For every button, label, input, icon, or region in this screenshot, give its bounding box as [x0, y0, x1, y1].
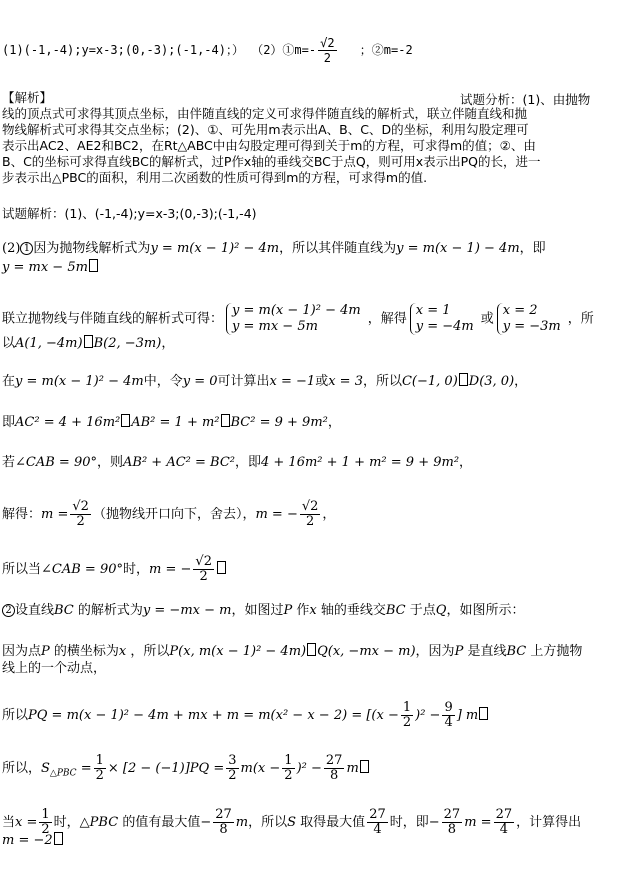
var: △PBC [79, 815, 119, 830]
text: ， [327, 415, 341, 430]
text: ，所 [567, 311, 594, 327]
placeholder-box-icon [459, 373, 468, 386]
sys-row: y = m(x − 1)² − 4m [232, 303, 361, 318]
var: P [454, 644, 464, 659]
system-2 [410, 303, 478, 335]
pq-line [2, 701, 489, 730]
text: 取得最大值 [300, 815, 366, 830]
eq: AB² + AC² = BC² [123, 455, 235, 470]
point-c: C(−1, 0) [401, 374, 458, 389]
var: S [41, 761, 50, 776]
area-line [2, 754, 370, 783]
text: ，所以 [130, 644, 170, 659]
eq: 4 + 16m² + 1 + m² = 9 + 9m² [261, 455, 460, 470]
text: 或 [315, 374, 329, 389]
points-cd-line [2, 373, 527, 390]
solution-2-line2 [2, 259, 99, 276]
frac-den: 2 [284, 768, 293, 783]
eq: m = − [149, 562, 192, 577]
eq: PQ = m(x − 1)² − 4m + mx + m = m(x² − x − 2) [28, 708, 348, 723]
analysis-intro: 试题分析：(1)、由抛物 [460, 92, 591, 107]
var: P [283, 603, 293, 618]
frac-den: 2 [305, 514, 315, 529]
circled-two-icon: 2 [2, 604, 15, 617]
frac-num: 9 [444, 700, 453, 715]
text: 时，即 [389, 815, 429, 830]
text: ，因为 [415, 644, 455, 659]
text: 的横坐标为 [53, 644, 119, 659]
text: ，解得 [367, 311, 407, 327]
eq: y = −mx − m [142, 603, 232, 618]
eq: y = m(x − 1)² − 4m [150, 241, 280, 256]
points-ab-line [2, 335, 174, 352]
final-eq: m = −2 [2, 833, 53, 848]
text: ， [459, 455, 473, 470]
frac-num: 1 [284, 753, 293, 768]
fraction [213, 808, 234, 837]
frac-den: 2 [199, 569, 208, 584]
eq: y = m(x − 1) − 4m [396, 241, 520, 256]
eq-ac2: AC² = 4 + 16m² [15, 415, 121, 430]
text: 当 [2, 815, 16, 830]
conclusion-1-line [2, 555, 227, 584]
point-b: B(2, −3m) [93, 336, 162, 351]
subscript: △PBC [49, 768, 77, 779]
text: 所以 [2, 708, 29, 723]
fraction [401, 701, 413, 730]
text: ，即 [234, 455, 261, 470]
fraction [300, 500, 321, 529]
frac-num: 27 [325, 753, 343, 768]
eq: x = −1 [269, 374, 316, 389]
text: ，所以其伴随直线为 [279, 241, 397, 256]
text: 解得： [2, 507, 42, 522]
text: 的值有最大值 [122, 815, 201, 830]
var: P [41, 644, 50, 659]
sys-row: y = −3m [502, 319, 561, 334]
analysis-line-3: 表示出AC2、AE2和BC2，在Rt△ABC中由勾股定理可得到关于m的方程，可求得m的值；②、由 [2, 138, 536, 153]
frac-den: 4 [444, 715, 453, 730]
sys-row: y = −4m [415, 319, 474, 334]
frac-den: 2 [323, 51, 331, 65]
fraction [442, 808, 463, 837]
text: 所以当 [2, 562, 42, 577]
text: 作 [296, 603, 310, 618]
text: 时， [53, 815, 80, 830]
var: x [309, 603, 317, 618]
placeholder-box-icon [121, 414, 130, 427]
system-3 [497, 303, 565, 335]
fraction [70, 500, 91, 529]
eq: )² − [296, 761, 322, 776]
eq: = [80, 761, 92, 776]
var: BC [506, 644, 527, 659]
point-d: D(3, 0) [468, 374, 515, 389]
placeholder-box-icon [84, 335, 93, 348]
sys-row: y = mx − 5m [232, 319, 318, 334]
solution-2-line1 [2, 241, 546, 257]
text: 若 [2, 455, 16, 470]
frac-den: 2 [41, 822, 50, 837]
final-answer-line [2, 832, 64, 849]
system-1 [226, 303, 365, 335]
frac-num: 1 [95, 753, 104, 768]
text: 轴的垂线交 [320, 603, 386, 618]
solve-m-line [2, 500, 335, 529]
frac-num: √2 [72, 499, 89, 514]
text: ，如图所示： [446, 603, 525, 618]
squares-line [2, 414, 341, 431]
answer-fraction [318, 36, 336, 65]
text: 可计算出 [217, 374, 270, 389]
text: ， [161, 336, 175, 351]
fraction [494, 808, 515, 837]
text: 时， [123, 562, 150, 577]
text: ，即 [519, 241, 546, 256]
text: 是直线 [467, 644, 507, 659]
placeholder-box-icon [217, 561, 226, 574]
text: 上方抛物 [530, 644, 583, 659]
max-line [2, 808, 581, 837]
eq: m = − [255, 507, 298, 522]
sys-row: x = 2 [502, 303, 538, 318]
text: ，所以 [248, 815, 288, 830]
part-2-title [2, 603, 524, 619]
pythagoras-line [2, 455, 472, 471]
text: ，则 [97, 455, 124, 470]
placeholder-box-icon [360, 760, 369, 773]
frac-num: 3 [228, 753, 237, 768]
solution-intro: 试题解析：(1)、(-1,-4);y=x-3;(0,-3);(-1,-4) [2, 206, 257, 221]
text: ，计算得出 [516, 815, 582, 830]
answer-text-2: （2）①m=- [251, 43, 317, 57]
text: 联立抛物线与伴随直线的解析式可得： [2, 311, 224, 327]
frac-den: 2 [228, 768, 237, 783]
fraction [226, 754, 238, 783]
eq: ∠CAB = 90° [15, 455, 97, 470]
text: 所以， [2, 761, 42, 776]
text: 中，令 [143, 374, 183, 389]
frac-num: 27 [443, 807, 461, 822]
text: 因为点 [2, 644, 42, 659]
fraction [282, 754, 294, 783]
analysis-line-5: 步表示出△PBC的面积，利用二次函数的性质可得到m的方程，可求得m的值. [2, 170, 428, 185]
eq: y = 0 [182, 374, 218, 389]
eq: m [346, 761, 359, 776]
text: 在 [2, 374, 16, 389]
frac-num: 1 [402, 700, 412, 715]
var: S [287, 815, 297, 830]
var: BC [385, 603, 406, 618]
eq-ab2: AB² = 1 + m² [131, 415, 220, 430]
var: x [118, 644, 127, 659]
minus: − [428, 815, 440, 830]
frac-num: 27 [495, 807, 513, 822]
text: ，所以 [362, 374, 402, 389]
part-label: (2) [2, 241, 21, 256]
analysis-line-2: 物线解析式可求得其交点坐标；(2)、①、可先用m表示出A、B、C、D的坐标，利用勾股定理可 [2, 122, 529, 137]
eq: y = m(x − 1)² − 4m [15, 374, 144, 389]
text: ， [514, 374, 528, 389]
answer-part1 [2, 36, 413, 65]
text: 即 [2, 415, 16, 430]
eq: m(x − [240, 761, 281, 776]
fraction [193, 555, 214, 584]
text: 设直线 [15, 603, 55, 618]
point-a: A(1, −4m) [15, 336, 83, 351]
var: Q [435, 603, 447, 618]
analysis-heading: 【解析】 [2, 90, 53, 105]
frac-num: 27 [369, 807, 386, 822]
eq: = [(x − [351, 708, 399, 723]
text: 于点 [409, 603, 436, 618]
fraction [442, 701, 454, 730]
eq-bc2: BC² = 9 + 9m² [230, 415, 328, 430]
point-p-line2: 线上的一个动点， [2, 661, 107, 676]
frac-den: 4 [499, 822, 508, 837]
eq: ] m [456, 708, 479, 723]
point-q: Q(x, −mx − m) [317, 644, 416, 659]
var: m [235, 815, 249, 830]
fraction [367, 808, 388, 837]
eq: m = [41, 507, 69, 522]
text: 以 [2, 336, 16, 351]
eq: m = [464, 815, 492, 830]
point-p: P(x, m(x − 1)² − 4m) [169, 644, 307, 659]
joint-system-line [2, 303, 594, 335]
eq: )² − [415, 708, 441, 723]
frac-num: √2 [320, 36, 335, 50]
placeholder-box-icon [221, 414, 230, 427]
analysis-line-1: 线的顶点式可求得其顶点坐标，由伴随直线的定义可求得伴随直线的解析式，联立伴随直线和抛 [2, 106, 528, 121]
answer-text-3: ；②m=-2 [359, 43, 413, 57]
point-p-line [2, 643, 582, 660]
placeholder-box-icon [307, 643, 316, 656]
answer-text-1: (1)(-1,-4);y=x-3;(0,-3);(-1,-4)；） [2, 43, 244, 57]
minus: − [200, 815, 212, 830]
analysis-line-4: B、C的坐标可求得直线BC的解析式，过P作x轴的垂线交BC于点Q，则可用x表示出PQ的长，进一 [2, 154, 541, 169]
placeholder-box-icon [479, 707, 488, 720]
frac-num: √2 [195, 554, 212, 569]
eq: x = [15, 815, 38, 830]
frac-num: √2 [301, 499, 319, 514]
eq: × [2 − (−1)]PQ = [107, 761, 225, 776]
text: 或 [480, 311, 494, 327]
placeholder-box-icon [54, 832, 63, 845]
circled-one-icon: 1 [20, 242, 33, 255]
frac-num: 1 [41, 807, 50, 822]
text: （抛物线开口向下，舍去）， [92, 507, 256, 522]
text: 因为抛物线解析式为 [33, 241, 151, 256]
frac-den: 8 [447, 822, 457, 837]
eq: x = 3 [328, 374, 363, 389]
text: 的解析式为 [77, 603, 143, 618]
frac-den: 2 [76, 514, 85, 529]
placeholder-box-icon [89, 259, 98, 272]
frac-num: 27 [215, 807, 232, 822]
var: BC [54, 603, 74, 618]
fraction [324, 754, 345, 783]
sys-row: x = 1 [415, 303, 451, 318]
frac-den: 2 [402, 715, 412, 730]
frac-den: 4 [373, 822, 382, 837]
frac-den: 2 [95, 768, 104, 783]
eq: y = mx − 5m [2, 260, 88, 275]
eq: ∠CAB = 90° [41, 562, 123, 577]
text: ，如图过 [231, 603, 284, 618]
frac-den: 8 [330, 768, 339, 783]
fraction [94, 754, 106, 783]
frac-den: 8 [219, 822, 228, 837]
text: ， [322, 507, 336, 522]
